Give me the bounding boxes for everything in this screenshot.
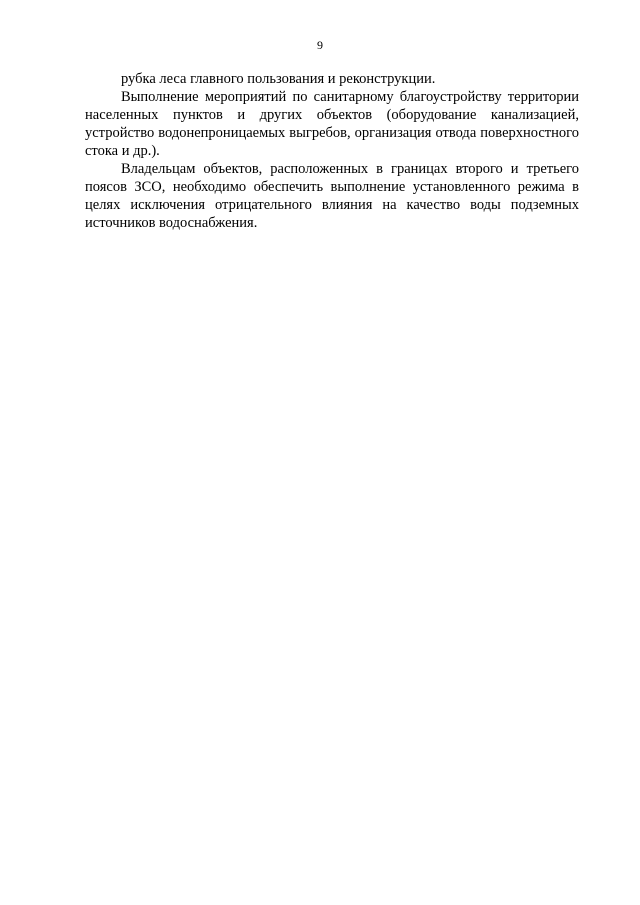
page-number: 9	[317, 38, 323, 52]
document-body	[85, 70, 579, 232]
paragraph-2: Выполнение мероприятий по санитарному благоустройству территории населенных пунктов и других объектов (оборудование канализацией, устройство водонепроницаемых выгребов, организация отвода поверхностного стока и др.).	[85, 89, 579, 159]
paragraph-1: рубка леса главного пользования и реконструкции.	[121, 71, 436, 87]
paragraph-3: Владельцам объектов, расположенных в границах второго и третьего поясов ЗСО, необходимо обеспечить выполнение установленного режима в целях исключения отрицательного влияния на качество воды подземных источников водоснабжения.	[85, 161, 579, 231]
